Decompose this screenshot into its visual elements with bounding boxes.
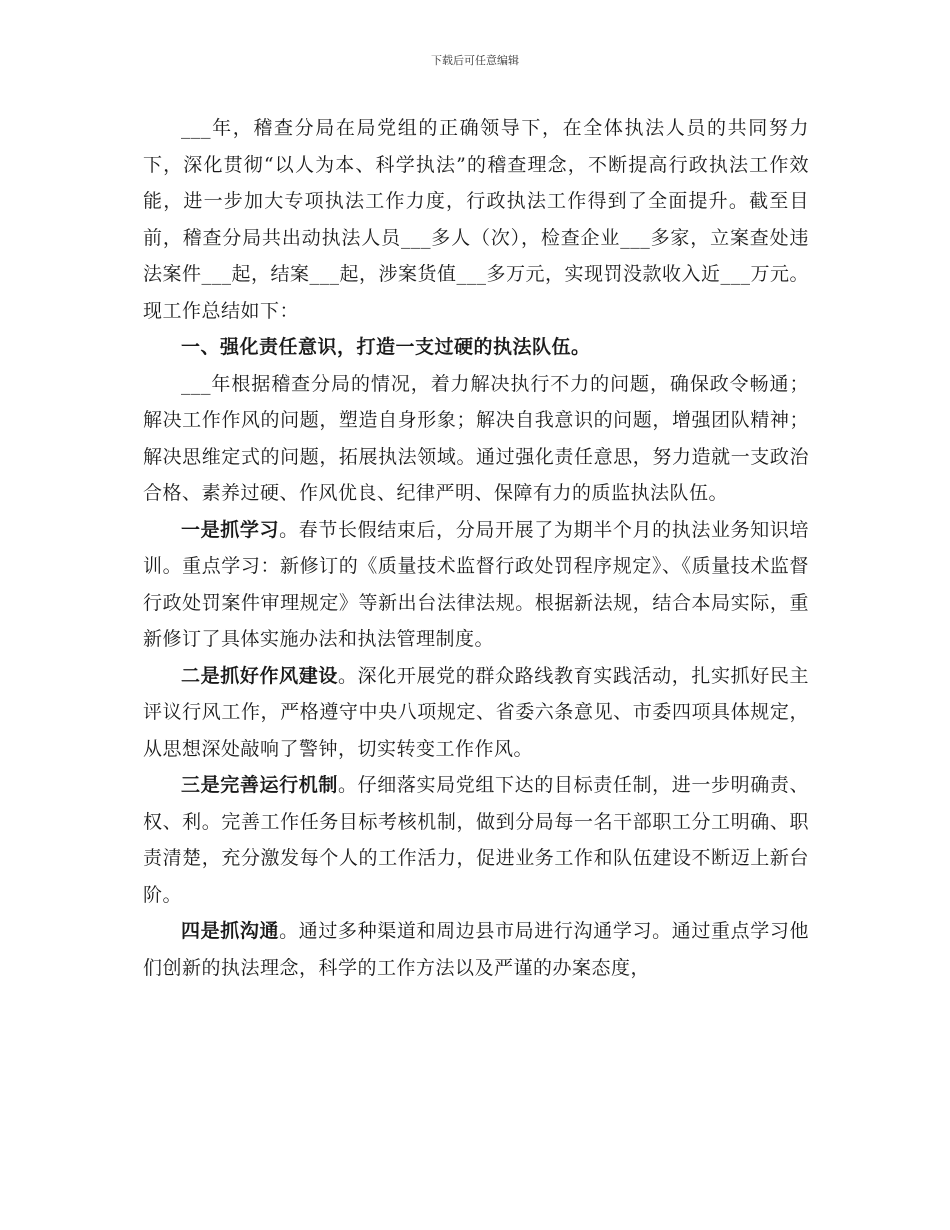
point-text: 。仔细落实局党组下达的目标责任制，进一步明确责、权、利。完善工作任务目标考核机制，做到分局每一名干部职工分工明确、职责清楚，充分激发每个人的工作活力，促进业务工作和队伍建设不断迈上新台阶。 bbox=[143, 774, 809, 906]
point-text: 。深化开展党的群众路线教育实践活动，扎实抓好民主评议行风工作，严格遵守中央八项规定、省委六条意见、市委四项具体规定，从思想深处敲响了警钟，切实转变工作作风。 bbox=[143, 664, 809, 760]
section-paragraph bbox=[143, 366, 809, 512]
heading-text: 一、强化责任意识，打造一支过硬的执法队伍。 bbox=[181, 336, 591, 358]
intro-paragraph bbox=[143, 110, 809, 329]
page-header: 下载后可任意编辑 bbox=[431, 54, 519, 67]
document-body bbox=[143, 110, 809, 986]
point-paragraph-3 bbox=[143, 767, 809, 913]
point-paragraph-1 bbox=[143, 512, 809, 658]
point-paragraph-2 bbox=[143, 658, 809, 768]
section-heading bbox=[143, 329, 809, 366]
point-text: 。通过多种渠道和周边县市局进行沟通学习。通过重点学习他们创新的执法理念，科学的工作方法以及严谨的办案态度， bbox=[143, 920, 809, 979]
point-lead: 二是抓好作风建设 bbox=[181, 664, 339, 687]
paragraph-text: ___年根据稽查分局的情况，着力解决执行不力的问题，确保政令畅通；解决工作作风的问题，塑造自身形象；解决自我意识的问题，增强团队精神；解决思维定式的问题，拓展执法领域。通过强化责任意思，努力造就一支政治合格、素养过硬、作风优良、纪律严明、保障有力的质监执法队伍。 bbox=[143, 372, 809, 504]
point-text: 。春节长假结束后，分局开展了为期半个月的执法业务知识培训。重点学习：新修订的《质量技术监督行政处罚程序规定》、《质量技术监督行政处罚案件审理规定》等新出台法律法规。根据新法规，结合本局实际，重新修订了具体实施办法和执法管理制度。 bbox=[143, 518, 809, 650]
point-lead: 一是抓学习 bbox=[181, 518, 280, 541]
paragraph-text: ___年，稽查分局在局党组的正确领导下，在全体执法人员的共同努力下，深化贯彻“以人为本、科学执法”的稽查理念，不断提高行政执法工作效能，进一步加大专项执法工作力度，行政执法工作得到了全面提升。截至目前，稽查分局共出动执法人员___多人（次），检查企业___多家，立案查处违法案件___起，结案___起，涉案货值___多万元，实现罚没款收入近___万元。现工作总结如下： bbox=[143, 117, 810, 322]
point-lead: 三是完善运行机制 bbox=[181, 774, 339, 796]
point-paragraph-4 bbox=[143, 913, 809, 986]
point-lead: 四是抓沟通 bbox=[181, 920, 280, 942]
